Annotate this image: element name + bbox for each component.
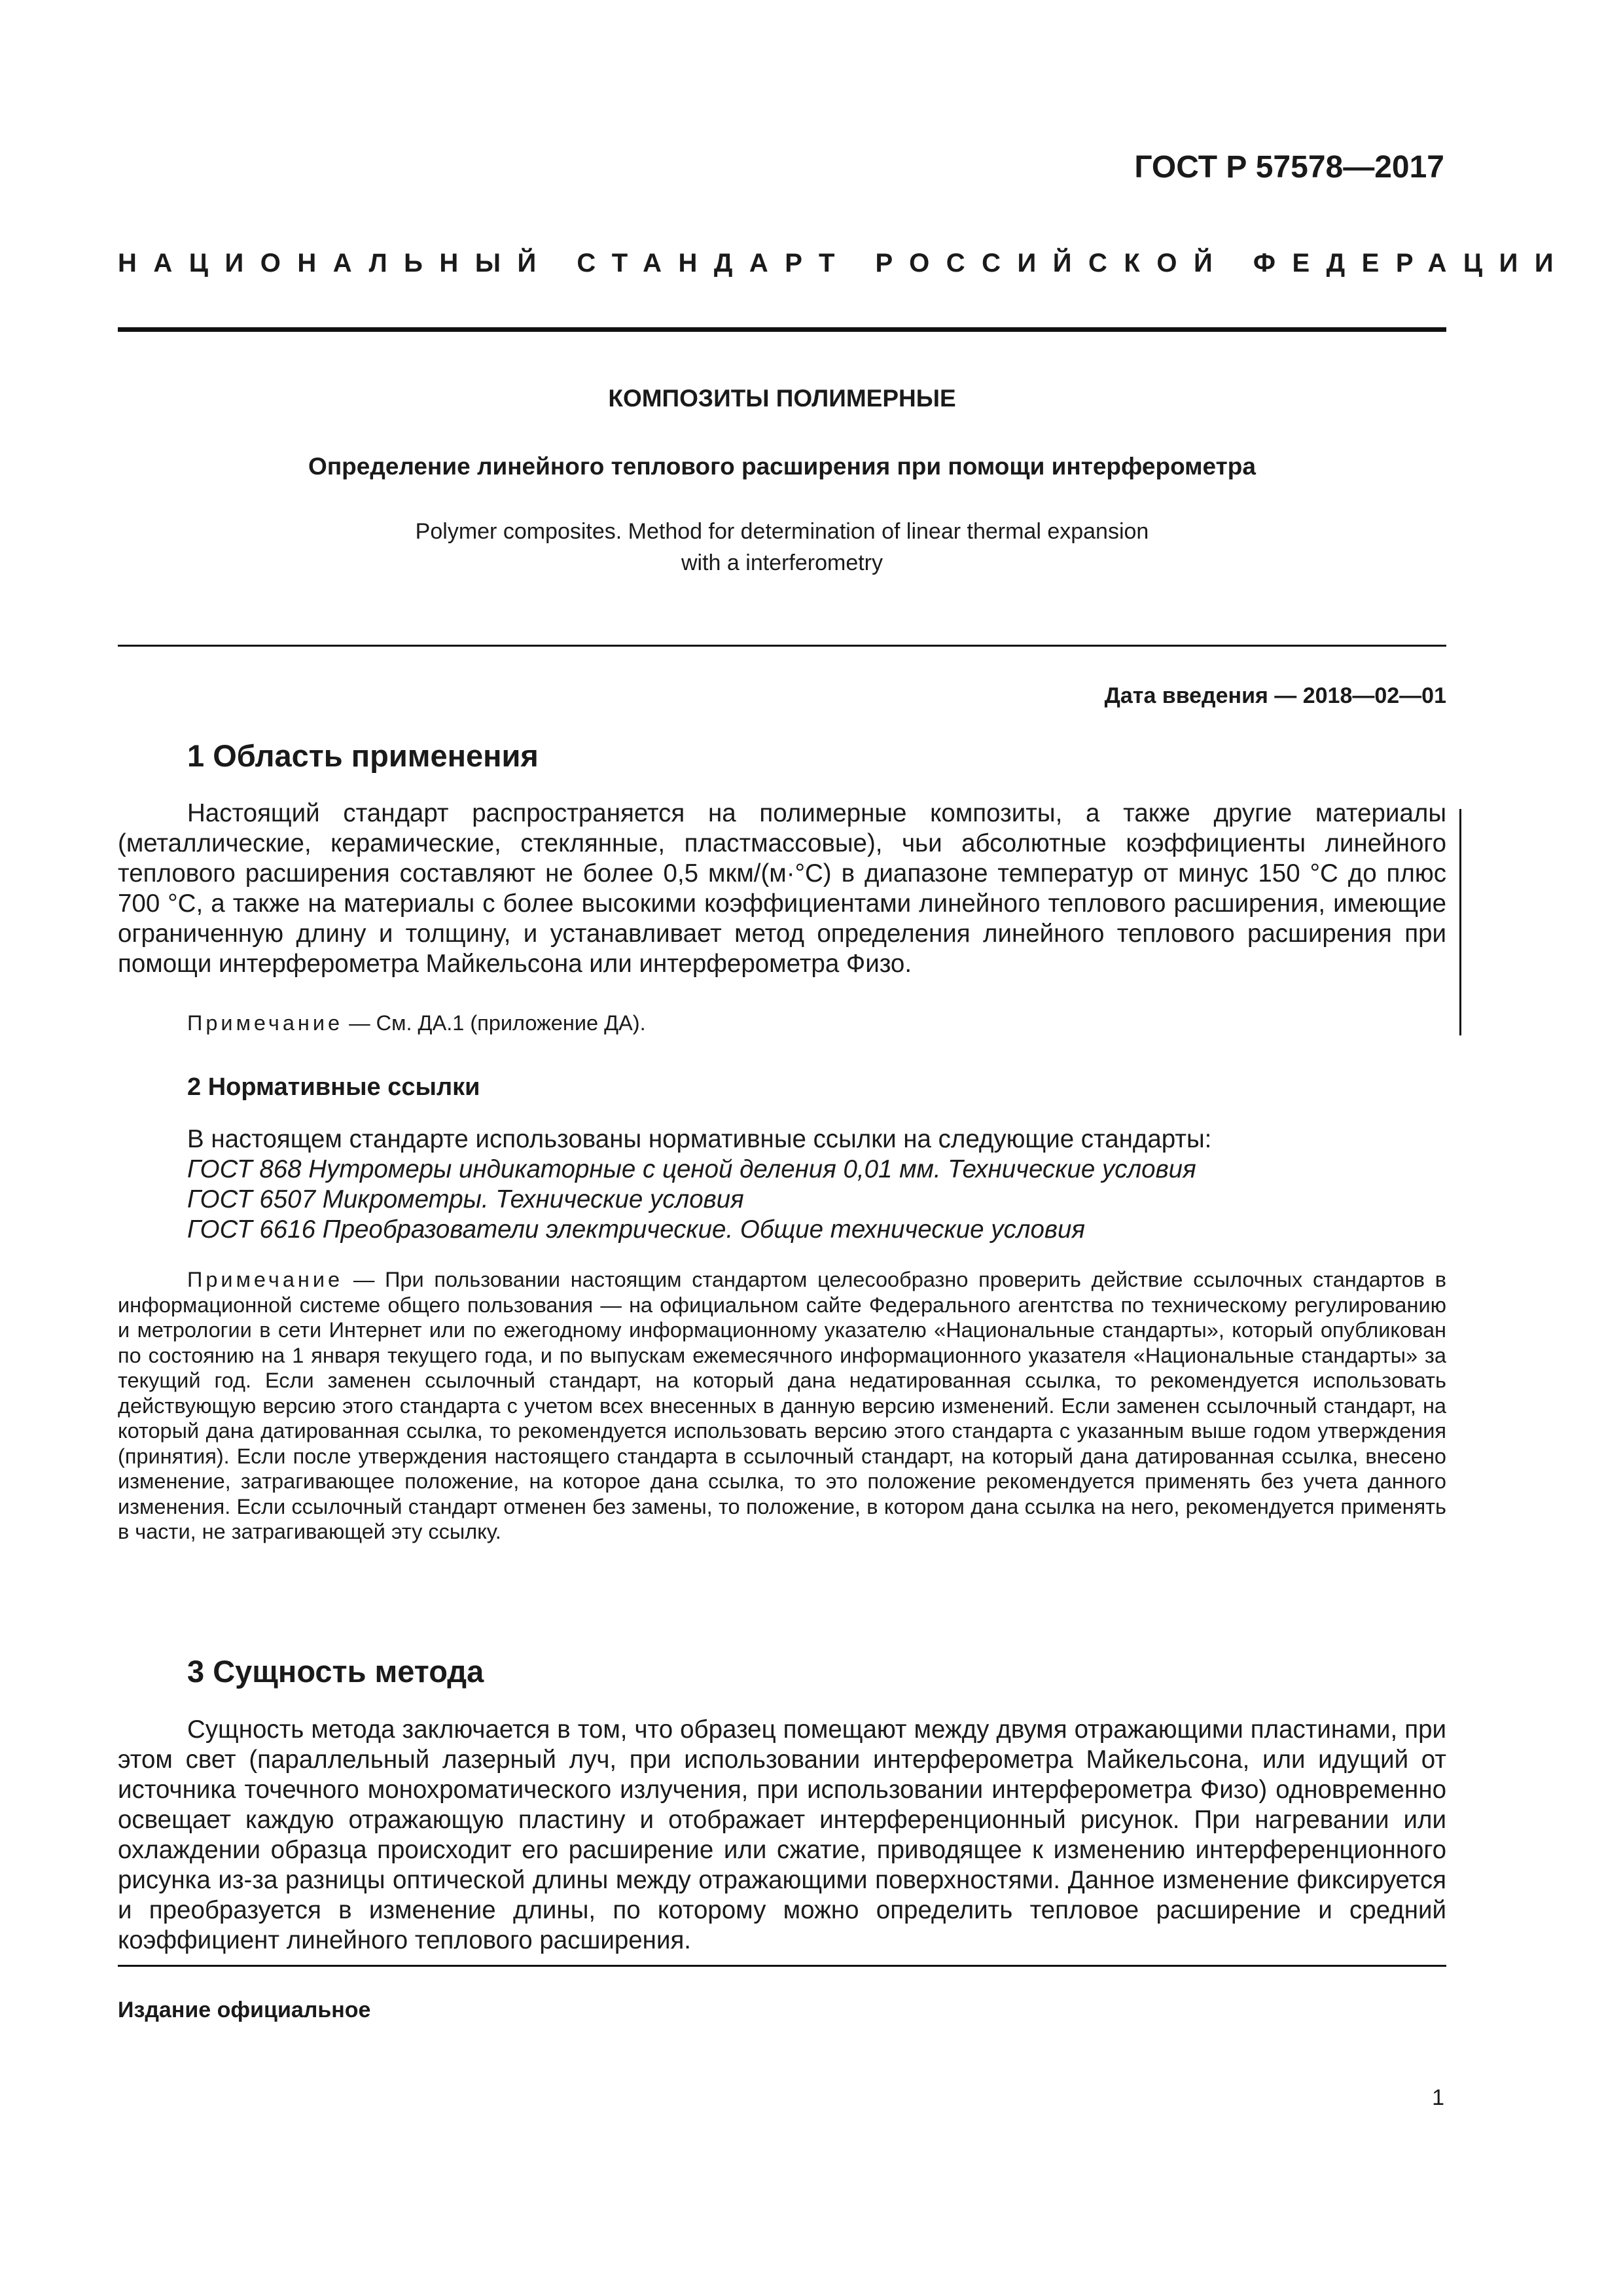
section-3-text: Сущность метода заключается в том, что образец помещают между двумя отражающими пластинами, при этом свет (параллельный лазерный луч, при использовании интерферометра Майкельсона, или идущий от источника точечного монохроматического излучения, при использовании интерферометра Физо) одновременно освещает каждую отражающую пластину и отображает интерференционный рисунок. При нагревании или охлаждении образца происходит его расширение или сжатие, приводящее к изменению интерференционного рисунка из-за разницы оптической длины между отражающими поверхностями. Данное изменение фиксируется и преобразуется в изменение длины, по которому можно определить тепловое расширение и средний коэффициент линейного теплового расширения. xyxy=(118,1715,1446,1954)
change-bar xyxy=(1459,809,1461,1035)
official-edition-label: Издание официальное xyxy=(118,1998,371,2022)
header-rule xyxy=(118,327,1446,332)
page-number: 1 xyxy=(1432,2085,1444,2110)
document-number: ГОСТ Р 57578—2017 xyxy=(1134,150,1444,185)
english-title-line: with a interferometry xyxy=(681,550,883,575)
section-1-note xyxy=(118,1011,1446,1036)
note-label: Примечание xyxy=(187,1011,344,1035)
document-title: КОМПОЗИТЫ ПОЛИМЕРНЫЕ xyxy=(608,385,956,412)
document-title-english xyxy=(118,516,1446,579)
reference-item: ГОСТ 6507 Микрометры. Технические условия xyxy=(187,1185,744,1213)
references-intro: В настоящем стандарте использованы нормативные ссылки на следующие стандарты: xyxy=(187,1125,1212,1153)
national-standard-banner: НАЦИОНАЛЬНЫЙ СТАНДАРТ РОССИЙСКОЙ ФЕДЕРАЦИИ xyxy=(118,249,1571,278)
introduction-date: Дата введения — 2018—02—01 xyxy=(1104,683,1446,708)
footer-rule xyxy=(118,1965,1446,1967)
title-rule xyxy=(118,645,1446,647)
section-3-heading: 3 Сущность метода xyxy=(187,1654,484,1689)
document-subtitle: Определение линейного теплового расширения при помощи интерферометра xyxy=(308,453,1256,480)
normative-references-list xyxy=(187,1124,1446,1245)
english-title-line: Polymer composites. Method for determination of linear thermal expansion xyxy=(415,519,1149,544)
section-2-heading: 2 Нормативные ссылки xyxy=(187,1073,480,1101)
note-text: — При пользовании настоящим стандартом целесообразно проверить действие ссылочных стандартов в информационной системе общего пользования — на официальном сайте Федерального агентства по техническому регулированию и метрологии в сети Интернет или по ежегодному информационному указателю «Национальные стандарты», который опубликован по состоянию на 1 января текущего года, и по выпускам ежемесячного информационного указателя «Национальные стандарты» за текущий год. Если заменен ссылочный стандарт, на который дана недатированная ссылка, то рекомендуется использовать действующую версию этого стандарта с учетом всех внесенных в данную версию изменений. Если заменен ссылочный стандарт, на который дана датированная ссылка, то рекомендуется использовать версию этого стандарта с указанным выше годом утверждения (принятия). Если после утверждения настоящего стандарта в ссылочный стандарт, на который дана датированная ссылка, внесено изменение, затрагивающее положение, на которое дана ссылка, то это положение рекомендуется применять без учета данного изменения. Если ссылочный стандарт отменен без замены, то положение, в котором дана ссылка на него, рекомендуется применять в части, не затрагивающей эту ссылку. xyxy=(118,1268,1446,1543)
note-text: — См. ДА.1 (приложение ДА). xyxy=(343,1011,646,1035)
note-label: Примечание xyxy=(187,1268,344,1291)
section-2-note xyxy=(118,1267,1446,1545)
section-1-heading: 1 Область применения xyxy=(187,738,539,773)
section-1-text: Настоящий стандарт распространяется на полимерные композиты, а также другие материалы (металлические, керамические, стеклянные, пластмассовые), чьи абсолютные коэффициенты линейного теплового расширения составляют не более 0,5 мкм/(м·°С) в диапазоне температур от минус 150 °С до плюс 700 °С, а также на материалы с более высокими коэффициентами линейного теплового расширения, имеющие ограниченную длину и толщину, и устанавливает метод определения линейного теплового расширения при помощи интерферометра Майкельсона или интерферометра Физо. xyxy=(118,799,1446,978)
reference-item: ГОСТ 6616 Преобразователи электрические. Общие технические условия xyxy=(187,1215,1085,1244)
reference-item: ГОСТ 868 Нутромеры индикаторные с ценой деления 0,01 мм. Технические условия xyxy=(187,1155,1196,1183)
